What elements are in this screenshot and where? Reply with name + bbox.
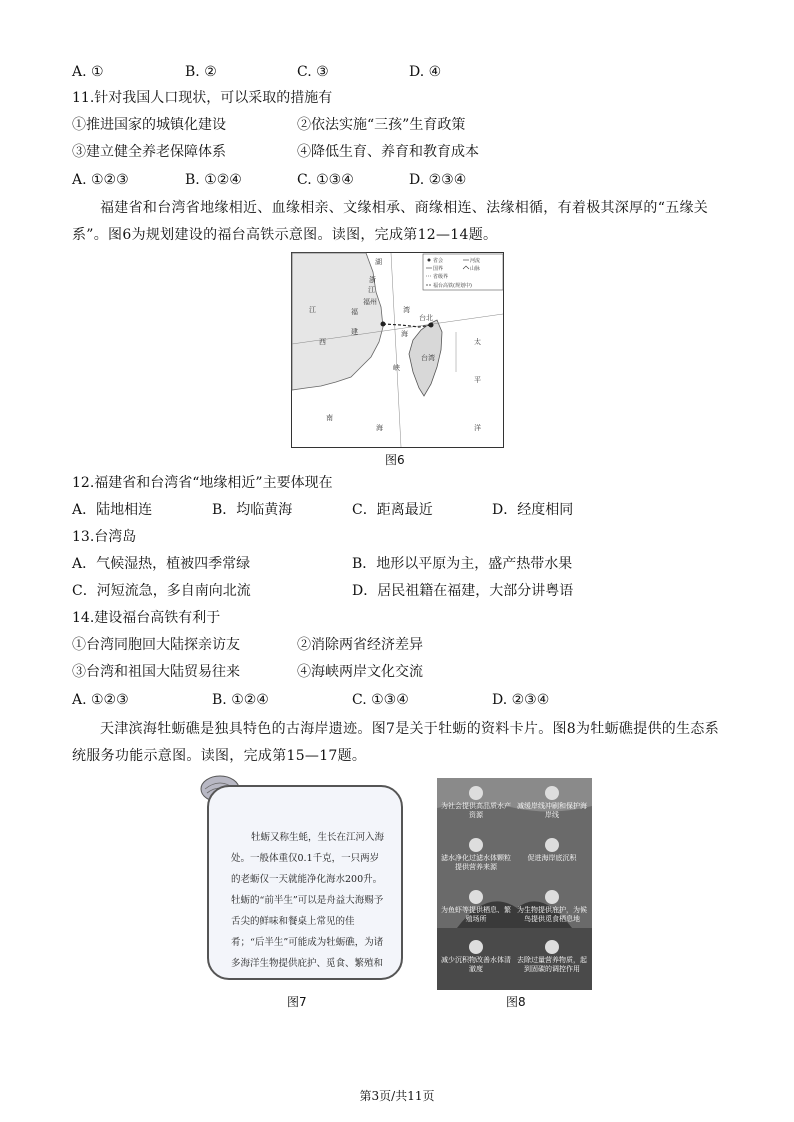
q12-option-d: D．经度相同 (492, 502, 574, 518)
q13-stem: 13.台湾岛 (72, 529, 137, 545)
fig8-item-2: 减缓岸线冲刷和保护海岸线 (517, 786, 587, 820)
q11-item-2: ②依法实施“三孩”生育政策 (297, 117, 466, 133)
wave-icon (545, 786, 559, 800)
fig8-item-7: 减少沉积物改善水体清澈度 (441, 940, 511, 974)
water-drop-icon (469, 940, 483, 954)
map-label-haixia: 海 (401, 330, 408, 338)
q10-option-a: A. ① (72, 64, 104, 80)
bird-icon (545, 890, 559, 904)
q14-option-c: C. ①③④ (352, 692, 409, 708)
fig8-item-1: 为社会提供高品质水产资源 (441, 786, 511, 820)
map-label-jiangxi-1: 江 (309, 306, 316, 314)
legend-0: 省会 (433, 258, 444, 264)
q11-item-4: ④降低生育、养育和教育成本 (297, 144, 479, 160)
map-label-ping: 平 (474, 376, 481, 384)
map-label-xia: 峡 (393, 364, 400, 372)
shrimp-icon (469, 890, 483, 904)
q12-option-b: B．均临黄海 (212, 502, 293, 518)
map-label-nan: 南 (326, 414, 333, 422)
map-label-zhe: 浙 (369, 276, 376, 284)
map-label-taiwan: 台湾 (421, 354, 435, 362)
legend-1: 国界 (433, 266, 444, 272)
q12-option-a: A．陆地相连 (72, 502, 153, 518)
q11-item-3: ③建立健全养老保障体系 (72, 144, 226, 160)
q10-option-c: C. ③ (297, 64, 329, 80)
fig8-item-3: 滤水净化过滤水体颗粒提供营养来源 (441, 838, 511, 872)
map-label-hu: 湖 (375, 258, 382, 266)
fig8-item-4: 促进海岸底沉积 (517, 838, 587, 863)
q10-option-d: D. ④ (409, 64, 442, 80)
map-label-taipei: 台北 (419, 314, 433, 322)
legend-3: 河流 (470, 258, 481, 264)
sediment-icon (545, 838, 559, 852)
fish-icon (469, 786, 483, 800)
map-label-hai: 海 (376, 424, 383, 432)
q11-option-c: C. ①③④ (297, 172, 354, 188)
legend-2: 省级界 (433, 274, 449, 280)
map-label-dong: 湾 (403, 306, 410, 314)
taipei-marker (429, 323, 434, 328)
q14-item-1: ①台湾同胞回大陆探亲访友 (72, 637, 240, 653)
map-label-jian: 建 (351, 328, 358, 336)
q14-option-b: B. ①②④ (212, 692, 269, 708)
legend-4: 山脉 (470, 266, 481, 272)
q11-option-a: A. ①②③ (72, 172, 129, 188)
filter-icon (469, 838, 483, 852)
fuzhou-marker (381, 322, 386, 327)
map-label-yang: 洋 (474, 424, 481, 432)
q14-item-2: ②消除两省经济差异 (297, 637, 423, 653)
figure-7-caption: 图7 (287, 995, 307, 1009)
map-svg (291, 252, 504, 448)
figure-8-caption: 图8 (506, 995, 526, 1009)
map-label-jiang: 江 (368, 286, 375, 294)
q11-stem: 11.针对我国人口现状，可以采取的措施有 (72, 90, 333, 106)
q13-option-b: B．地形以平原为主，盛产热带水果 (352, 556, 573, 572)
q14-item-3: ③台湾和祖国大陆贸易往来 (72, 664, 240, 680)
map-label-tai: 太 (474, 338, 481, 346)
figure-8-diagram (437, 778, 592, 990)
q14-item-4: ④海峡两岸文化交流 (297, 664, 423, 680)
legend-5: 福台高铁(规划中) (433, 283, 472, 289)
q14-stem: 14.建设福台高铁有利于 (72, 610, 221, 626)
q14-option-d: D. ②③④ (492, 692, 550, 708)
q10-option-b: B. ② (185, 64, 217, 80)
q12-option-c: C．距离最近 (352, 502, 433, 518)
figure-7-card: 牡蛎又称生蚝，生长在江河入海处。一般体重仅0.1千克，一只两岁的老蛎仅一天就能净化海水200升。牡蛎的“前半生”可以是舟益大海赐予舌尖的鲜味和餐桌上常见的佳肴；“后半生”可能成为牡蛎礁，为诸多海洋生物提供庇护、觅食、繁殖和 (207, 785, 403, 980)
map-label-fu: 福 (351, 308, 358, 316)
page-footer: 第3页/共11页 (359, 1089, 435, 1103)
q12-stem: 12.福建省和台湾省“地缘相近”主要体现在 (72, 475, 333, 491)
fig8-item-5: 为鱼虾等提供栖息、繁殖场所 (441, 890, 511, 924)
figure-6-caption: 图6 (385, 453, 405, 467)
q11-item-1: ①推进国家的城镇化建设 (72, 117, 226, 133)
q11-option-d: D. ②③④ (409, 172, 467, 188)
intro-paragraph-1: 福建省和台湾省地缘相近、血缘相亲、文缘相承、商缘相连、法缘相循，有着极其深厚的“五缘关系”。图6为规划建设的福台高铁示意图。读图，完成第12—14题。 (72, 200, 709, 243)
q14-option-a: A. ①②③ (72, 692, 129, 708)
map-label-fuzhou: 福州 (363, 298, 377, 306)
carbon-icon (545, 940, 559, 954)
intro-paragraph-2: 天津滨海牡蛎礁是独具特色的古海岸遗迹。图7是关于牡蛎的资料卡片。图8为牡蛎礁提供的生态系统服务功能示意图。读图，完成第15—17题。 (72, 721, 720, 764)
q13-option-c: C．河短流急，多自南向北流 (72, 583, 251, 599)
figure-6-map (291, 252, 504, 448)
q13-option-d: D．居民祖籍在福建，大部分讲粤语 (352, 583, 574, 599)
q13-option-a: A．气候湿热，植被四季常绿 (72, 556, 251, 572)
q11-option-b: B. ①②④ (185, 172, 242, 188)
map-label-jiangxi-2: 西 (319, 338, 326, 346)
fig8-item-6: 为生物提供庇护，为候鸟提供觅食栖息地 (517, 890, 587, 924)
fig8-item-8: 去除过量营养物质，起到固碳的调控作用 (517, 940, 587, 974)
